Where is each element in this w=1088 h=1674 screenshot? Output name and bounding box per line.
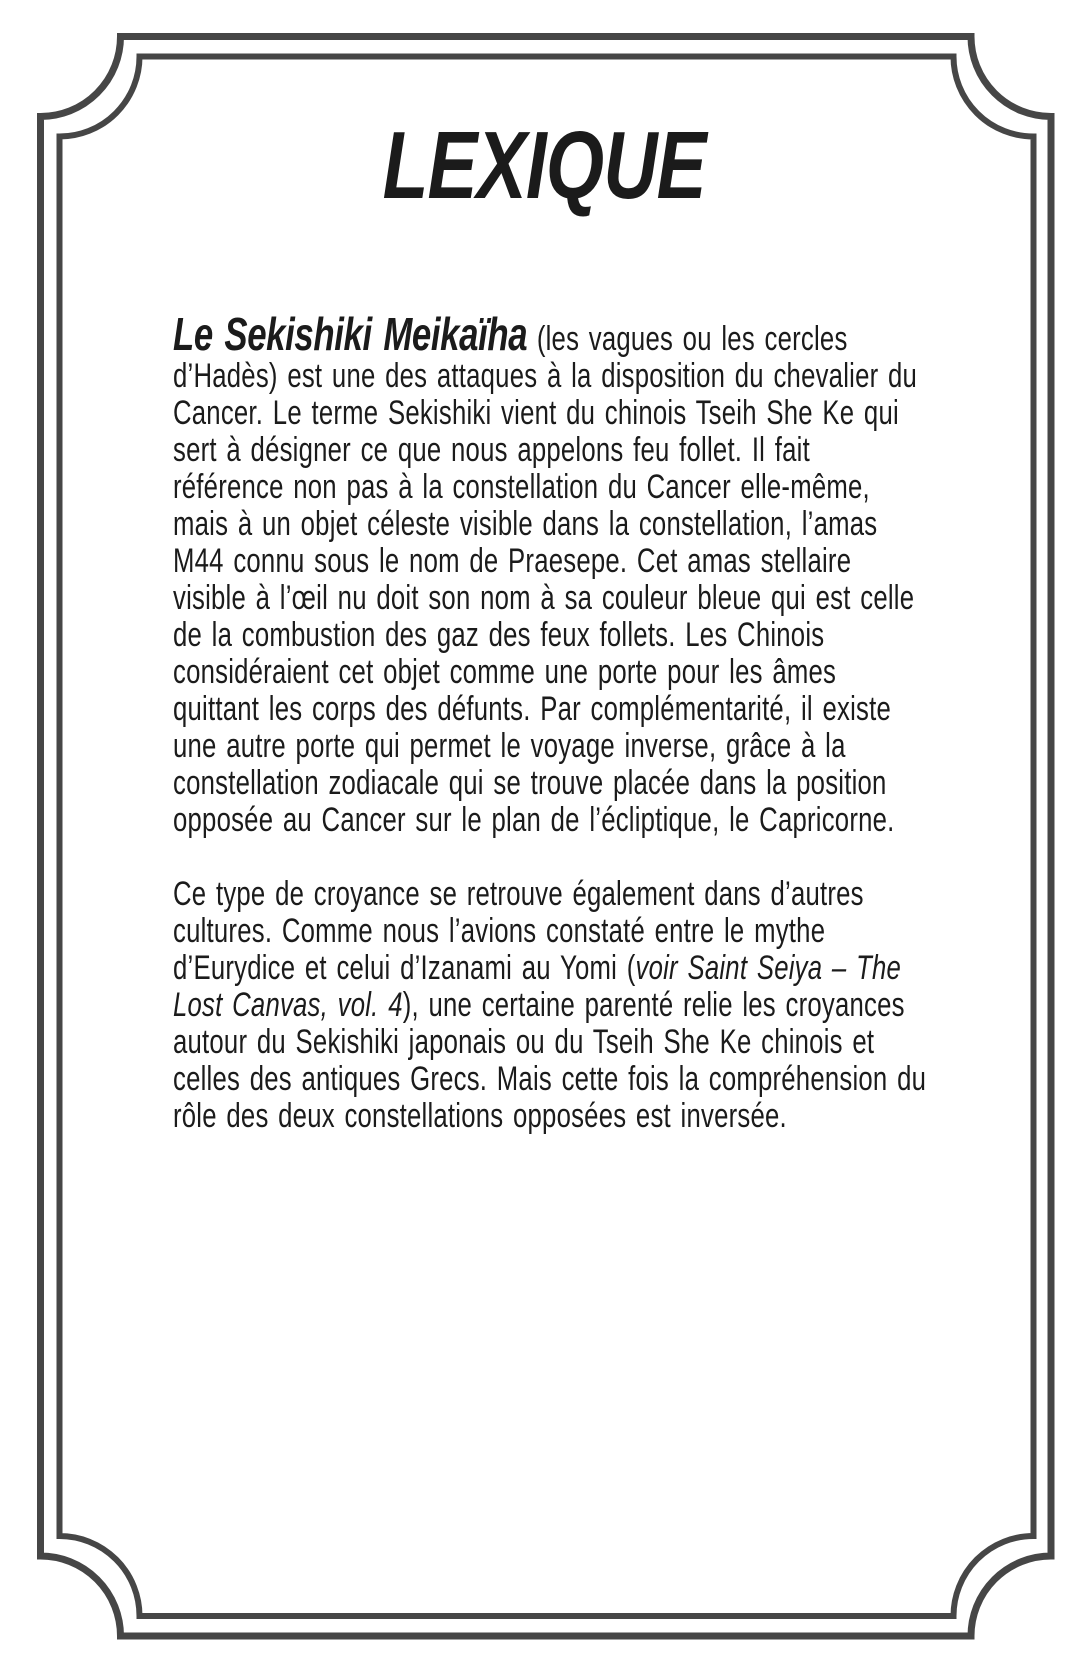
lexicon-term: Le Sekishiki Meikaïha — [173, 308, 528, 360]
text-segment: ), une certaine parenté relie les croyances autour du Sekishiki japonais ou du Tseih She Ke chinois et celles des antiques Grecs. Mais cette fois la compréhension du rôle des deux constellations opposées est inversée. — [173, 986, 927, 1135]
text-segment: (les vagues ou les cercles d’Hadès) est une des attaques à la disposition du chevalier du Cancer. Le terme Sekishiki vient du chinois Tseih She Ke qui sert à désigner ce que nous appelons feu follet. Il fait référence non pas à la constellation du Cancer elle-même, mais à un objet céleste visible dans la constellation, l’amas M44 connu sous le nom de Praesepe. Cet amas stellaire visible à l’œil nu doit son nom à sa couleur bleue qui est celle de la combustion des gaz des feux follets. Les Chinois considéraient cet objet comme une porte pour les âmes quittant les corps des défunts. Par complémentarité, il existe une autre porte qui permet le voyage inverse, grâce à la constellation zodiacale qui se trouve placée dans la position opposée au Cancer sur le plan de l’écliptique, le Capricorne. — [173, 320, 918, 839]
lexicon-paragraph-2 — [173, 876, 929, 1135]
text-segment: voir Saint Seiya – The Lost Canvas, vol. 4 — [173, 949, 902, 1024]
text-segment: Ce type de croyance se retrouve également dans d’autres cultures. Comme nous l’avions constaté entre le mythe d’Eurydice et celui d’Izanami au Yomi ( — [173, 875, 864, 987]
lexicon-body — [173, 308, 929, 1135]
page-title-text: LEXIQUE — [382, 112, 706, 219]
lexicon-paragraph-1 — [173, 308, 929, 839]
page-title — [0, 112, 1088, 219]
